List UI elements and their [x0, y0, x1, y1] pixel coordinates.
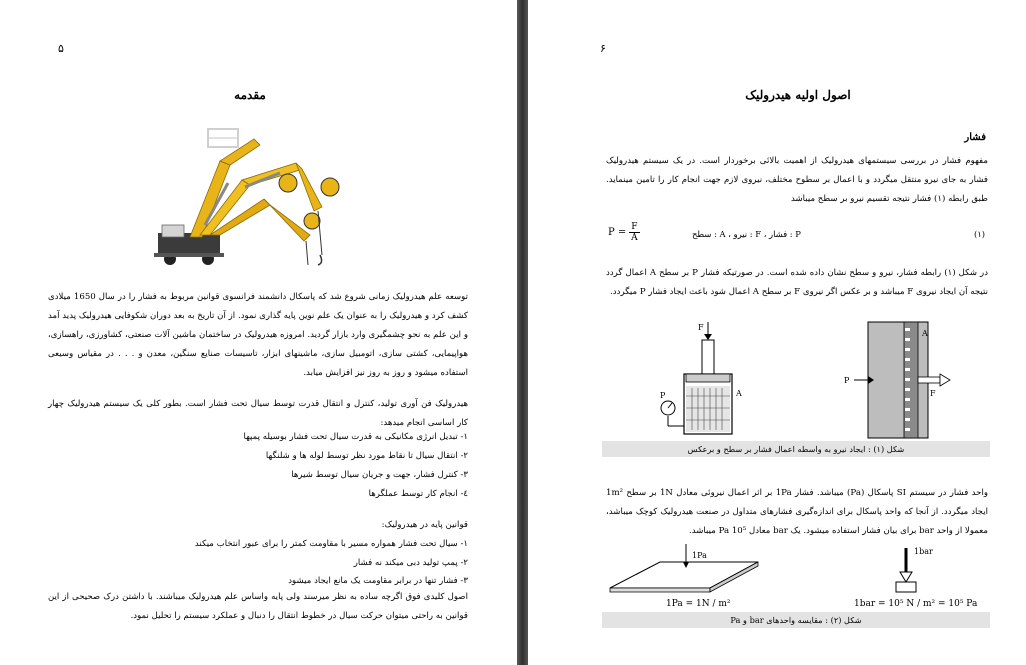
- page-title-right: اصول اولیه هیدرولیک: [745, 88, 851, 102]
- task-item-4: ٤- انجام کار توسط عملگرها: [368, 489, 468, 499]
- formula-lhs: P =: [608, 227, 627, 238]
- fig1-label-f-left: F: [698, 323, 704, 332]
- law-item-3: ۳- فشار تنها در برابر مقاومت یک مانع ایجاد میشود: [288, 576, 468, 586]
- fig1-label-p-right: P: [844, 376, 850, 385]
- definition-paragraph: هیدرولیک فن آوری تولید، کنترل و انتقال قدرت توسط سیال تحت فشار است. بطور کلی یک سیستم هیدرولیک چهار کار اساسی انجام میدهد:: [48, 399, 468, 428]
- page-number-left: ۵: [58, 42, 64, 55]
- page-title-left: مقدمه: [234, 88, 266, 102]
- block-figure: [896, 547, 933, 592]
- figure1-caption: شکل (۱) : ایجاد نیرو به واسطه اعمال فشار بر سطح و برعکس: [602, 441, 990, 457]
- formula-number: (۱): [974, 229, 986, 239]
- right-page: [528, 0, 1026, 665]
- crane-image: [150, 125, 350, 275]
- formula-legend: P : فشار ، F : نیرو ، A : سطح: [692, 229, 801, 239]
- formula-denominator: A: [631, 233, 638, 243]
- laws-title: قوانین پایه در هیدرولیک:: [381, 520, 468, 530]
- section-heading-pressure: فشار: [964, 132, 986, 143]
- fig1-label-a-left: A: [736, 389, 742, 398]
- pressure-paragraph: مفهوم فشار در بررسی سیستمهای هیدرولیک از اهمیت بالائی برخوردار است. در یک سیستم هیدرولیک فشار به جای نیرو منتقل میگردد و با اعمال بر سطوح مختلف، نیروی لازم جهت انجام کار را تامین مینماید. طبق رابطه (۱) فشار نتیجه تقسیم نیرو بر سطح میباشد: [606, 156, 988, 204]
- fig2-equation-bar: 1bar = 10⁵ N / m² = 10⁵ Pa: [854, 599, 978, 609]
- formula-numerator: F: [631, 222, 638, 232]
- fig2-equation-pa: 1Pa = 1N / m²: [666, 599, 731, 609]
- fig1-label-a-right: A: [922, 329, 928, 338]
- page-number-right: ۶: [600, 42, 606, 55]
- shape1-paragraph: در شکل (۱) رابطه فشار، نیرو و سطح نشان داده شده است. در صورتیکه فشار P بر سطح A اعمال گردد نتیجه آن ایجاد نیروی F میباشد و بر عکس اگر نیروی F بر سطح A اعمال شود باعث ایجاد فشار P میگردد.: [606, 268, 989, 297]
- task-item-1: ۱- تبدیل انرژی مکانیکی به قدرت سیال تحت فشار بوسیله پمپها: [243, 432, 468, 442]
- cylinder-figure: [660, 322, 742, 434]
- fig2-label-pa: 1Pa: [692, 551, 707, 560]
- task-item-3: ۳- کنترل فشار، جهت و جریان سیال توسط شیرها: [291, 470, 468, 480]
- law-item-1: ۱- سیال تحت فشار همواره مسیر با مقاومت کمتر را برای عبور انتخاب میکند: [194, 539, 468, 549]
- fig1-label-p-left: P: [660, 391, 666, 400]
- intro-paragraph: توسعه علم هیدرولیک زمانی شروع شد که پاسکال دانشمند فرانسوی قوانین مربوط به فشار را در سال 1650 میلادی کشف کرد و هیدرولیک را به عنوان یک علم نوین پایه گذاری نمود. از آن تاریخ به بعد دوران شکوفایی هیدرولیک پدید آمد و این علم به نحو چشمگیری وارد بازار گردید. امروزه هیدرولیک در ساختمان ماشین آلات صنعتی، کشاورزی، راهسازی، هواپیمایی، کشتی سازی، اتومبیل سازی، ماشینهای ابزار، تاسیسات صنایع سنگین، معدن و . . . در مقیاس وسیعی استفاده میشود و روز به روز نیز افزایش میابد.: [48, 292, 468, 378]
- law-item-2: ۲- پمپ تولید دبی میکند نه فشار: [353, 558, 468, 568]
- book-gutter: [517, 0, 528, 665]
- fig2-label-bar: 1bar: [914, 547, 933, 556]
- task-item-2: ۲- انتقال سیال تا نقاط مورد نظر توسط لوله ها و شلنگها: [265, 451, 468, 461]
- plate-figure: [610, 544, 758, 592]
- closing-paragraph: اصول کلیدی فوق اگرچه ساده به نظر میرسند ولی پایه واساس علم هیدرولیک میباشند. با داشتن درک صحیحی از این قوانین به راحتی میتوان حرکت سیال در خطوط انتقال را دنبال و عملکرد سیستم را تحلیل نمود.: [48, 592, 468, 621]
- figure1-diagram: [608, 316, 988, 440]
- piston-figure: [844, 322, 950, 438]
- units-paragraph: واحد فشار در سیستم SI پاسکال (Pa) میباشد. فشار 1Pa بر اثر اعمال نیروئی معادل 1N بر سطح 1m² ایجاد میگردد. از آنجا که واحد پاسکال برای اندازه‌گیری فشارهای متداول در صنعت هیدرولیک کوچک میباشد، معمولا از واحد bar برای بیان فشار استفاده میشود. یک bar معادل 10⁵ Pa میباشد.: [606, 488, 988, 536]
- formula: [608, 222, 640, 243]
- fig1-label-f-right: F: [930, 389, 936, 398]
- figure2-caption: شکل (۲) : مقایسه واحدهای bar و Pa: [602, 612, 990, 628]
